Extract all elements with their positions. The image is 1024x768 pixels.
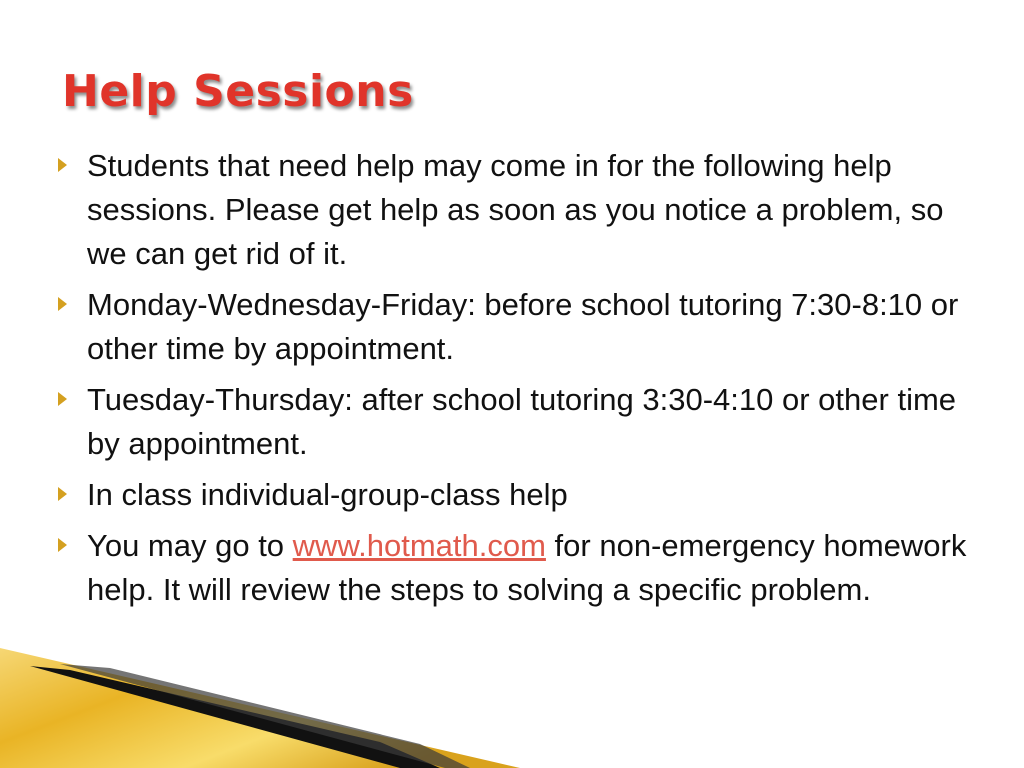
bullet-text-prefix: You may go to — [87, 528, 293, 563]
gold-band — [0, 648, 520, 768]
bullet-arrow-icon — [58, 158, 67, 172]
bullet-text: Monday-Wednesday-Friday: before school tutoring 7:30-8:10 or other time by appointment. — [87, 287, 959, 366]
bullet-item — [58, 144, 968, 276]
bullet-item — [58, 473, 968, 517]
bullet-arrow-icon — [58, 297, 67, 311]
bullet-arrow-icon — [58, 487, 67, 501]
slide-title: Help Sessions — [62, 66, 414, 117]
bullet-text: In class individual-group-class help — [87, 477, 568, 512]
bullet-item — [58, 283, 968, 371]
bullet-item — [58, 524, 968, 612]
bullet-text-suffix: for non-emergency homework help. It will review the steps to solving a specific problem. — [87, 528, 967, 607]
bullet-list — [58, 144, 968, 619]
bullet-arrow-icon — [58, 392, 67, 406]
hotmath-link[interactable]: www.hotmath.com — [292, 528, 546, 563]
bullet-text: Tuesday-Thursday: after school tutoring 3:30-4:10 or other time by appointment. — [87, 382, 957, 461]
dark-swoosh-edge — [60, 664, 470, 768]
black-swoosh — [30, 666, 440, 768]
bullet-item — [58, 378, 968, 466]
bullet-arrow-icon — [58, 538, 67, 552]
bullet-text: Students that need help may come in for the following help sessions. Please get help as soon as you notice a problem, so we can get rid of it. — [87, 148, 944, 271]
